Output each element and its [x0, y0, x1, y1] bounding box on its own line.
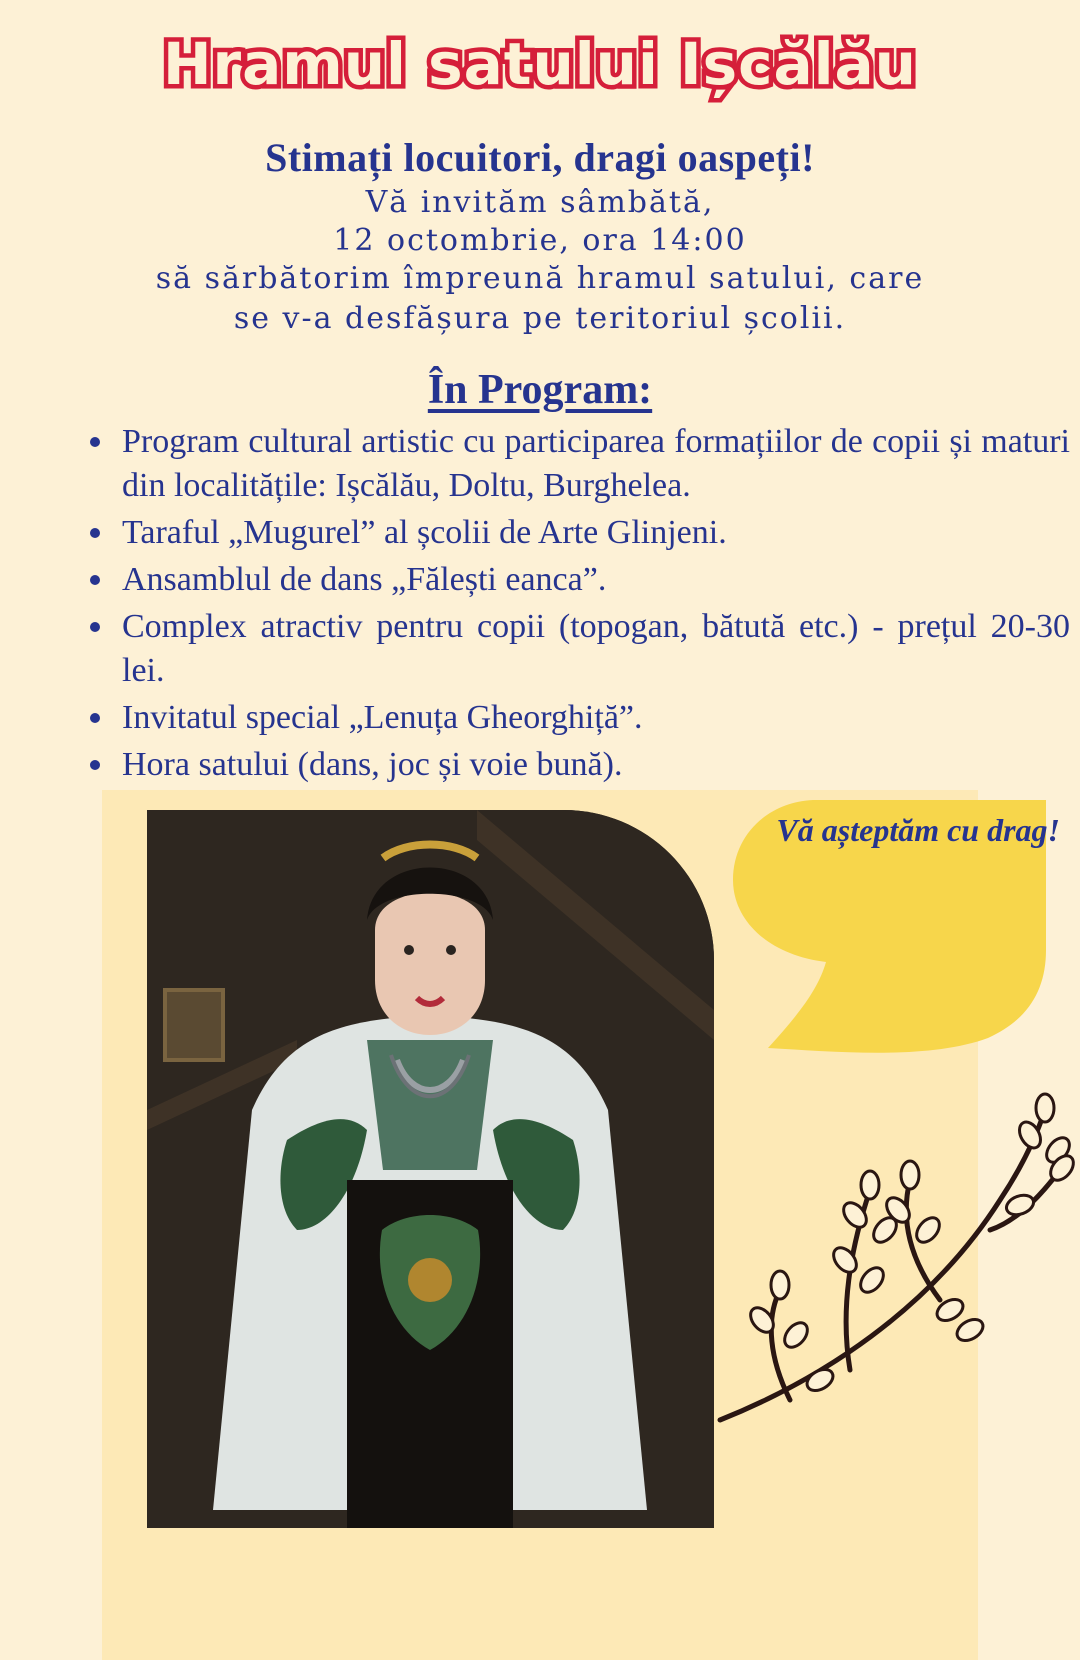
branch-decoration-icon	[700, 1080, 1080, 1460]
program-item	[80, 420, 1070, 508]
program-item-text: Invitatul special „Lenuța Gheorghiță”.	[122, 699, 643, 736]
program-item	[80, 696, 1070, 740]
program-item-text: Program cultural artistic cu participarea formațiilor de copii și maturi din localitățile: Ișcălău, Doltu, Burghelea.	[122, 423, 1070, 504]
program-item-text: Complex atractiv pentru copii (topogan, bătută etc.) - prețul 20-30 lei.	[122, 608, 1070, 689]
closing-message: Vă așteptăm cu drag!	[776, 812, 1060, 848]
program-item	[80, 511, 1070, 555]
invite-line-3: să sărbătorim împreună hramul satului, care	[155, 261, 925, 296]
program-item	[80, 743, 1070, 787]
invite-line-1: Vă invităm sâmbătă,	[365, 185, 715, 220]
singer-illustration	[147, 810, 714, 1528]
page-title: Hramul satului Ișcălău	[163, 30, 917, 98]
invite-line-4: se v-a desfășura pe teritoriul școlii.	[233, 301, 847, 336]
bullet-icon	[90, 622, 100, 632]
program-item-text: Hora satului (dans, joc și voie bună).	[122, 746, 623, 783]
bullet-icon	[90, 575, 100, 585]
bullet-icon	[90, 760, 100, 770]
invite-line-2: 12 octombrie, ora 14:00	[333, 223, 747, 258]
program-heading: În Program:	[427, 367, 653, 413]
program-item-text: Taraful „Mugurel” al școlii de Arte Glinjeni.	[122, 514, 727, 551]
program-item	[80, 558, 1070, 602]
greeting-heading: Stimați locuitori, dragi oaspeți!	[265, 135, 815, 180]
program-item	[80, 605, 1070, 693]
bullet-icon	[90, 713, 100, 723]
program-list	[80, 420, 1070, 790]
bullet-icon	[90, 528, 100, 538]
bullet-icon	[90, 437, 100, 447]
guest-singer-photo	[147, 810, 714, 1528]
program-item-text: Ansamblul de dans „Fălești eanca”.	[122, 561, 607, 598]
